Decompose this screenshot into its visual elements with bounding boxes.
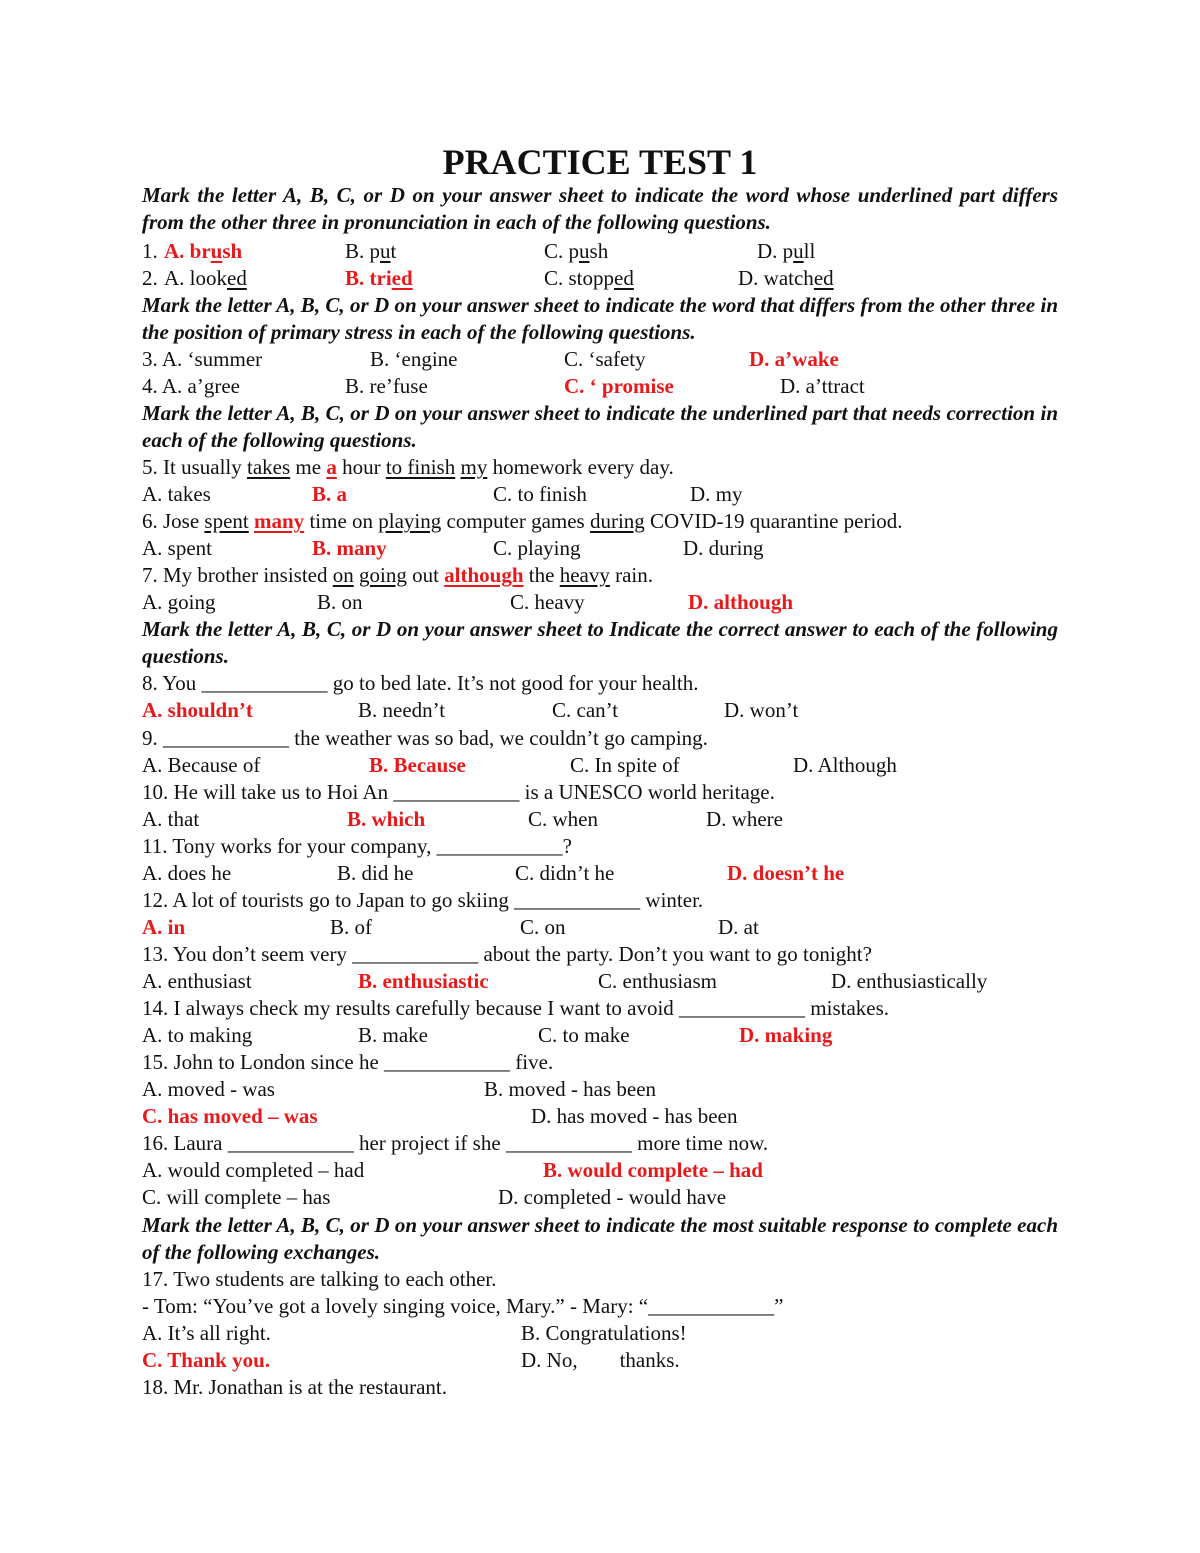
instruction-stress: Mark the letter A, B, C, or D on your answer sheet to indicate the word that differs from the other three in the position of primary stress in each of the following questions. <box>142 293 1058 344</box>
q8-option-d: D. won’t <box>724 698 799 722</box>
q16-option-d: D. completed - would have <box>498 1185 727 1209</box>
question-5-stem: 5. It usually takes me a hour to finish my homework every day. <box>142 455 674 479</box>
q12-option-c: C. on <box>520 915 566 939</box>
question-13-stem: 13. You don’t seem very ____________ about the party. Don’t you want to go tonight? <box>142 942 872 966</box>
q9-option-d: D. Although <box>793 753 897 777</box>
question-1 <box>142 238 158 265</box>
q3-option-c: C. ‘safety <box>564 347 646 371</box>
question-14-stem: 14. I always check my results carefully because I want to avoid ____________ mistakes. <box>142 996 890 1020</box>
question-9-stem: 9. ____________ the weather was so bad, we couldn’t go camping. <box>142 726 708 750</box>
q4-option-a: 4. A. a’gree <box>142 374 240 398</box>
question-12-stem: 12. A lot of tourists go to Japan to go skiing ____________ winter. <box>142 888 704 912</box>
q9-option-a: A. Because of <box>142 753 261 777</box>
q5-option-a: A. takes <box>142 482 211 506</box>
q3-option-d: D. a’wake <box>749 347 839 371</box>
q13-option-a: A. enthusiast <box>142 969 252 993</box>
q15-option-d: D. has moved - has been <box>531 1104 738 1128</box>
q8-option-a: A. shouldn’t <box>142 698 253 722</box>
q6-option-d: D. during <box>683 536 764 560</box>
question-number: 1. <box>142 239 158 263</box>
question-2 <box>142 265 158 292</box>
q17-option-c: C. Thank you. <box>142 1348 271 1372</box>
q10-option-d: D. where <box>706 807 783 831</box>
q14-option-a: A. to making <box>142 1023 253 1047</box>
q12-option-d: D. at <box>718 915 759 939</box>
q15-option-a: A. moved - was <box>142 1077 275 1101</box>
q12-option-a: A. in <box>142 915 186 939</box>
q5-option-b: B. a <box>312 482 348 506</box>
q5-option-c: C. to finish <box>493 482 587 506</box>
q13-option-c: C. enthusiasm <box>598 969 717 993</box>
q9-option-b: B. Because <box>369 753 466 777</box>
q5-option-d: D. my <box>690 482 743 506</box>
q2-option-a: A. looked <box>164 266 247 290</box>
q6-option-b: B. many <box>312 536 387 560</box>
instruction-correct-answer: Mark the letter A, B, C, or D on your answer sheet to Indicate the correct answer to each of the following questions. <box>142 617 1058 668</box>
q17-option-d: D. No, thanks. <box>521 1348 680 1372</box>
q14-option-b: B. make <box>358 1023 428 1047</box>
q11-option-d: D. doesn’t he <box>727 861 845 885</box>
q10-option-a: A. that <box>142 807 200 831</box>
q15-option-b: B. moved - has been <box>484 1077 657 1101</box>
q8-option-c: C. can’t <box>552 698 619 722</box>
instruction-correction: Mark the letter A, B, C, or D on your answer sheet to indicate the underlined part that needs correction in each of the following questions. <box>142 401 1058 452</box>
instruction-pronunciation: Mark the letter A, B, C, or D on your answer sheet to indicate the word whose underlined part differs from the other three in pronunciation in each of the following questions. <box>142 183 1058 234</box>
q2-option-d: D. watched <box>738 266 834 290</box>
question-17-dialog: - Tom: “You’ve got a lovely singing voice, Mary.” - Mary: “____________” <box>142 1294 784 1318</box>
q16-option-c: C. will complete – has <box>142 1185 331 1209</box>
question-number: 2. <box>142 266 158 290</box>
q1-option-c: C. push <box>544 239 609 263</box>
q4-option-b: B. re’fuse <box>345 374 428 398</box>
q17-option-a: A. It’s all right. <box>142 1321 271 1345</box>
question-17-stem: 17. Two students are talking to each other. <box>142 1267 497 1291</box>
q16-option-a: A. would completed – had <box>142 1158 365 1182</box>
question-8-stem: 8. You ____________ go to bed late. It’s not good for your health. <box>142 671 699 695</box>
q7-option-a: A. going <box>142 590 216 614</box>
q4-option-d: D. a’ttract <box>780 374 865 398</box>
q10-option-b: B. which <box>347 807 426 831</box>
q10-option-c: C. when <box>528 807 598 831</box>
question-10-stem: 10. He will take us to Hoi An ____________ is a UNESCO world heritage. <box>142 780 775 804</box>
q13-option-b: B. enthusiastic <box>358 969 489 993</box>
q8-option-b: B. needn’t <box>358 698 446 722</box>
q3-option-b: B. ‘engine <box>370 347 458 371</box>
q2-option-c: C. stopped <box>544 266 634 290</box>
q11-option-c: C. didn’t he <box>515 861 615 885</box>
q16-option-b: B. would complete – had <box>543 1158 763 1182</box>
q6-option-c: C. playing <box>493 536 581 560</box>
q12-option-b: B. of <box>330 915 372 939</box>
question-7-stem: 7. My brother insisted on going out although the heavy rain. <box>142 563 654 587</box>
q7-option-d: D. although <box>688 590 794 614</box>
q13-option-d: D. enthusiastically <box>831 969 988 993</box>
q1-option-d: D. pull <box>757 239 816 263</box>
q17-option-b: B. Congratulations! <box>521 1321 687 1345</box>
question-18-stem: 18. Mr. Jonathan is at the restaurant. <box>142 1375 448 1399</box>
q4-option-c: C. ‘ promise <box>564 374 674 398</box>
q11-option-a: A. does he <box>142 861 232 885</box>
q9-option-c: C. In spite of <box>570 753 680 777</box>
q2-option-b: B. tried <box>345 266 413 290</box>
question-16-stem: 16. Laura ____________ her project if she ____________ more time now. <box>142 1131 769 1155</box>
q6-option-a: A. spent <box>142 536 212 560</box>
q14-option-d: D. making <box>739 1023 833 1047</box>
q11-option-b: B. did he <box>337 861 414 885</box>
q1-option-a: A. brush <box>164 239 243 263</box>
question-6-stem: 6. Jose spent many time on playing computer games during COVID-19 quarantine period. <box>142 509 903 533</box>
question-15-stem: 15. John to London since he ____________ five. <box>142 1050 554 1074</box>
question-11-stem: 11. Tony works for your company, ____________? <box>142 834 572 858</box>
page-title: PRACTICE TEST 1 <box>442 142 758 182</box>
q1-option-b: B. put <box>345 239 397 263</box>
q7-option-c: C. heavy <box>510 590 585 614</box>
instruction-response: Mark the letter A, B, C, or D on your answer sheet to indicate the most suitable response to complete each of the following exchanges. <box>142 1213 1058 1264</box>
q3-option-a: 3. A. ‘summer <box>142 347 263 371</box>
q14-option-c: C. to make <box>538 1023 630 1047</box>
q15-option-c: C. has moved – was <box>142 1104 318 1128</box>
q7-option-b: B. on <box>317 590 363 614</box>
